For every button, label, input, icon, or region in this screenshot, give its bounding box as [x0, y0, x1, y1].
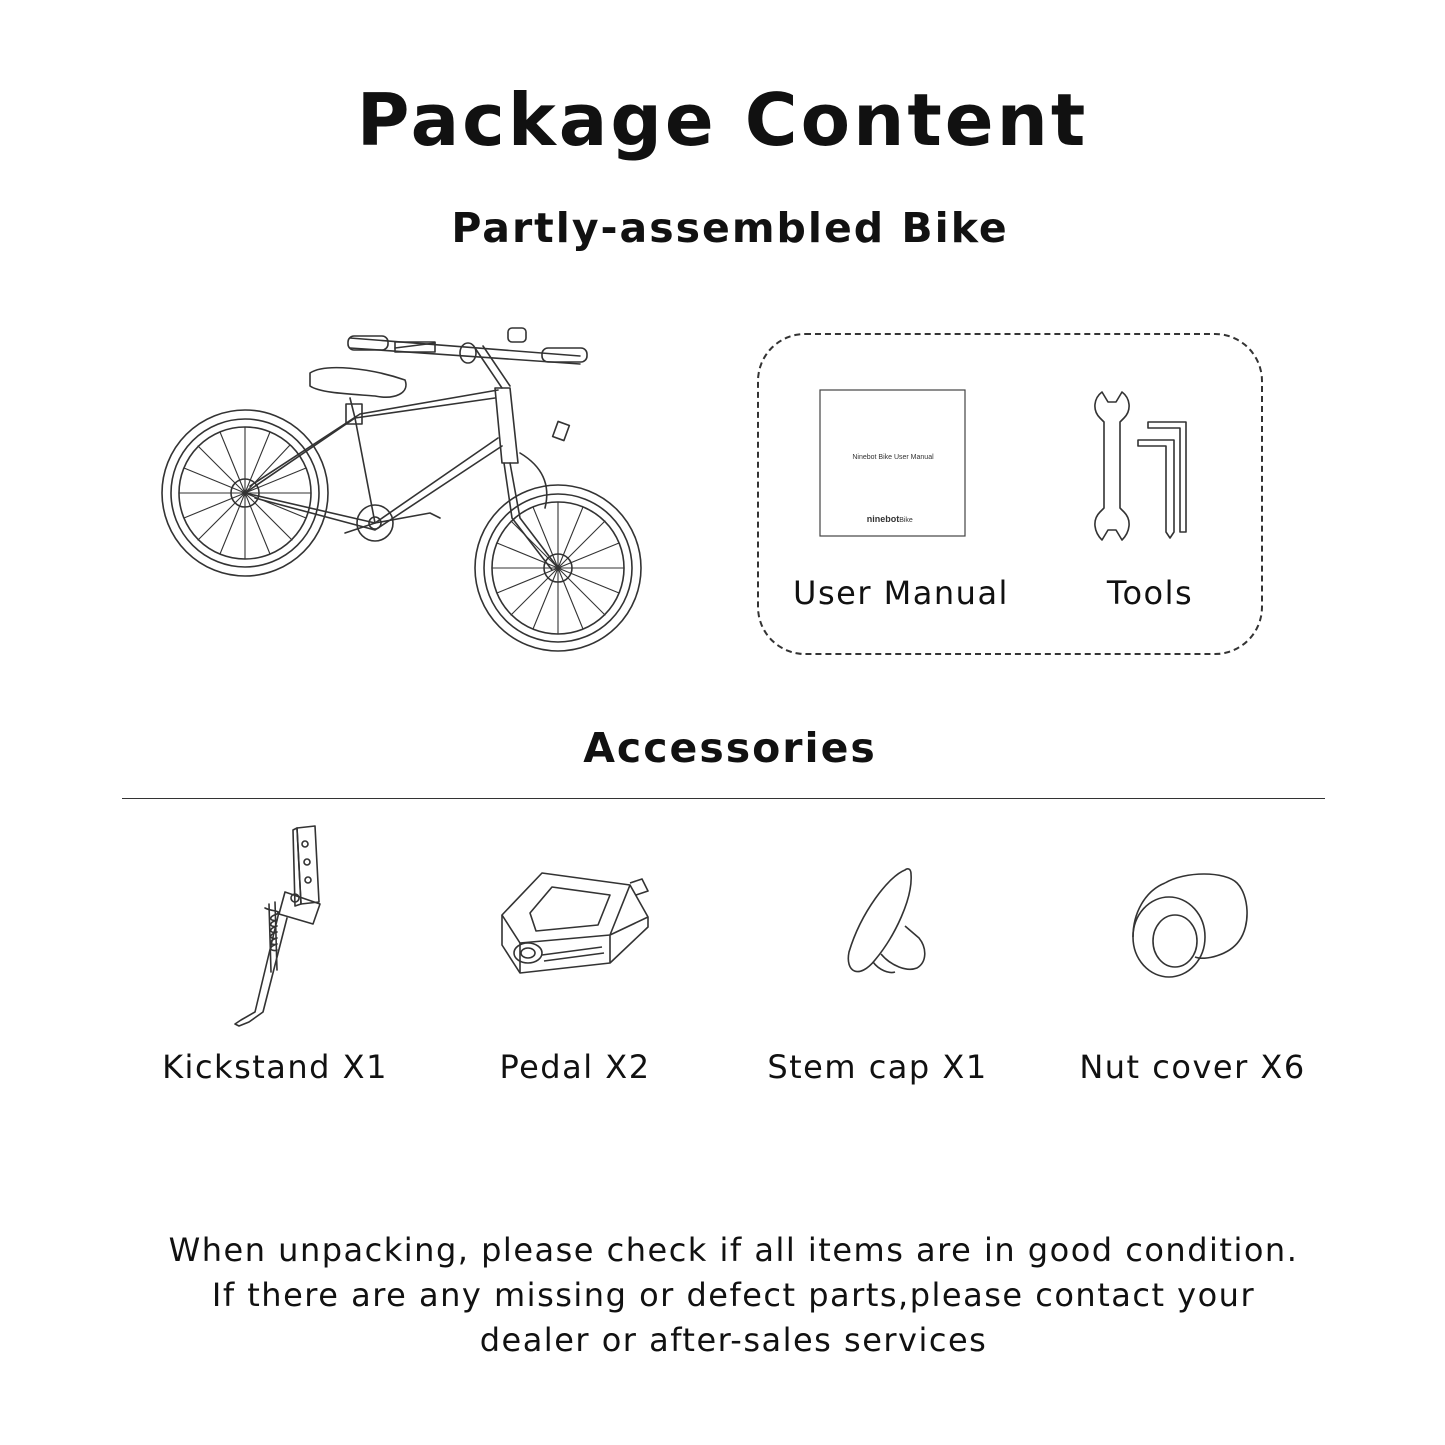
- note-line-2: If there are any missing or defect parts,please contact your: [211, 1276, 1256, 1314]
- nut-cover-icon: [1125, 865, 1260, 980]
- stem-cap-icon: [835, 862, 935, 982]
- bike-section-title: Partly-assembled Bike: [451, 204, 1009, 252]
- pedal-icon: [490, 865, 660, 980]
- tools-icon: [1090, 388, 1200, 548]
- bike-illustration: [150, 318, 660, 663]
- manual-cover-brand: ninebot: [866, 514, 900, 524]
- accessories-title: Accessories: [583, 724, 877, 772]
- tools-label: Tools: [1106, 574, 1194, 612]
- kickstand-icon: [215, 822, 335, 1032]
- accessory-label-nut-cover: Nut cover X6: [1079, 1048, 1306, 1086]
- accessory-label-kickstand: Kickstand X1: [162, 1048, 388, 1086]
- manual-label: User Manual: [793, 574, 1009, 612]
- accessory-label-stem-cap: Stem cap X1: [767, 1048, 988, 1086]
- accessory-label-pedal: Pedal X2: [499, 1048, 651, 1086]
- page-title: Package Content: [356, 78, 1089, 162]
- accessories-divider: [122, 798, 1325, 799]
- manual-icon: [819, 389, 967, 539]
- note-line-3: dealer or after-sales services: [479, 1321, 988, 1359]
- manual-cover-title: Ninebot Bike User Manual: [852, 454, 934, 461]
- manual-cover-brand-suffix: Bike: [899, 517, 913, 524]
- note-line-1: When unpacking, please check if all items are in good condition.: [168, 1231, 1299, 1269]
- unpacking-note: [0, 1228, 1445, 1363]
